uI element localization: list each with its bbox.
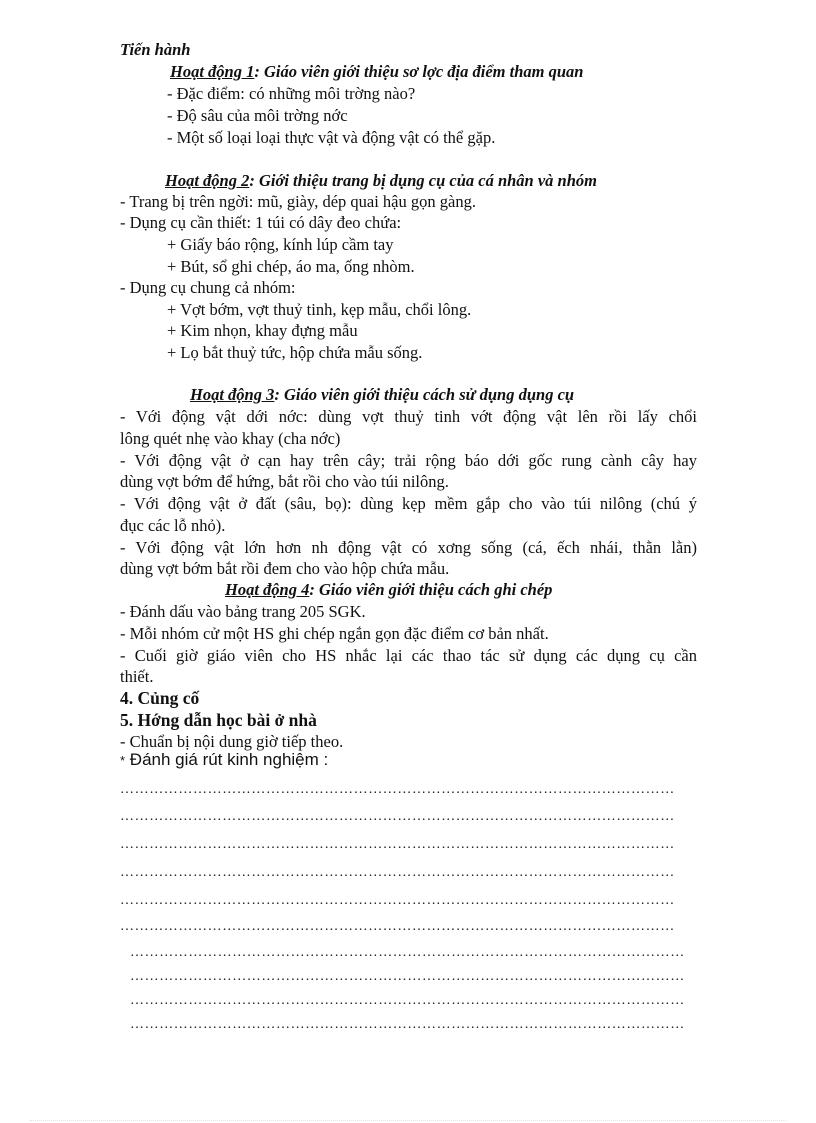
activity1-label: Hoạt động 1 (170, 62, 255, 81)
activity4-label: Hoạt động 4 (225, 580, 310, 599)
activity2-line: - Dụng cụ cần thiết: 1 túi có dây đeo chứa: (120, 213, 402, 232)
section5-line: - Chuẩn bị nội dung giờ tiếp theo. (120, 732, 344, 751)
activity4-title: : Giáo viên giới thiệu cách ghi chép (309, 580, 553, 599)
activity4-line: - Mỗi nhóm cử một HS ghi chép ngắn gọn đặc điểm cơ bản nhất. (120, 624, 549, 643)
activity2-line: + Kim nhọn, khay đựng mẫu (167, 321, 358, 340)
dotted-line: …………………………………………………………………………………………………… (130, 993, 685, 1008)
dotted-line: …………………………………………………………………………………………………… (120, 809, 675, 824)
activity2-label: Hoạt động 2 (165, 171, 250, 190)
dotted-line: …………………………………………………………………………………………………… (130, 969, 685, 984)
activity2-line: - Trang bị trên ngời: mũ, giày, dép quai hậu gọn gàng. (120, 192, 476, 211)
activity4-line: thiết. (120, 667, 154, 686)
activity1-item: - Một số loại loại thực vật và động vật có thể gặp. (167, 128, 496, 147)
section5-title: 5. Hớng dẫn học bài ở nhà (120, 710, 317, 730)
activity3-heading (190, 385, 574, 405)
section-heading: Tiến hành (120, 40, 191, 59)
dotted-line: …………………………………………………………………………………………………… (120, 919, 675, 934)
dotted-line: …………………………………………………………………………………………………… (120, 837, 675, 852)
activity2-line: + Bút, sổ ghi chép, áo ma, ống nhòm. (167, 257, 415, 276)
activity3-label: Hoạt động 3 (190, 385, 275, 404)
evaluation-bullet: * (120, 753, 126, 768)
activity4-heading (225, 580, 552, 600)
activity3-line: đục các lỗ nhỏ). (120, 516, 226, 535)
dotted-line: …………………………………………………………………………………………………… (130, 1017, 685, 1032)
activity1-item: - Đặc điểm: có những môi trờng nào? (167, 84, 416, 103)
activity3-line: lông quét nhẹ vào khay (cha nớc) (120, 429, 341, 448)
activity1-title: : Giáo viên giới thiệu sơ lợc địa điểm tham quan (254, 62, 584, 81)
activity2-line: + Lọ bắt thuỷ tức, hộp chứa mẫu sống. (167, 343, 423, 362)
evaluation-heading (120, 750, 328, 771)
activity1-item: - Độ sâu của môi trờng nớc (167, 106, 348, 125)
activity3-line: - Với động vật ở đất (sâu, bọ): dùng kẹp mềm gắp cho vào túi nilông (chú ý (120, 494, 697, 513)
activity3-line: - Với động vật dới nớc: dùng vợt thuỷ tinh vớt động vật lên rồi lấy chổi (120, 407, 697, 426)
dotted-line: …………………………………………………………………………………………………… (120, 893, 675, 908)
page-bottom-border (30, 1120, 786, 1121)
activity2-heading (165, 171, 597, 191)
activity3-line: - Với động vật ở cạn hay trên cây; trải rộng báo dới gốc rung cành cây hay (120, 451, 697, 470)
evaluation-title: Đánh giá rút kinh nghiệm : (129, 750, 329, 769)
activity1-heading (170, 62, 583, 82)
activity2-title: : Giới thiệu trang bị dụng cụ của cá nhân và nhóm (249, 171, 597, 190)
dotted-line: …………………………………………………………………………………………………… (120, 865, 675, 880)
activity4-line: - Đánh dấu vào bảng trang 205 SGK. (120, 602, 366, 621)
activity4-line: - Cuối giờ giáo viên cho HS nhắc lại các thao tác sử dụng các dụng cụ cần (120, 646, 697, 665)
activity2-line: + Giấy báo rộng, kính lúp cầm tay (167, 235, 394, 254)
activity3-line: dùng vợt bớm bắt rồi đem cho vào hộp chứa mẫu. (120, 559, 450, 578)
activity2-line: + Vợt bớm, vợt thuỷ tinh, kẹp mẫu, chổi lông. (167, 300, 472, 319)
activity3-line: - Với động vật lớn hơn nh động vật có xơng sống (cá, ếch nhái, thằn lằn) (120, 538, 697, 557)
dotted-line: …………………………………………………………………………………………………… (120, 782, 675, 797)
activity2-line: - Dụng cụ chung cả nhóm: (120, 278, 296, 297)
section4-title: 4. Củng cố (120, 688, 200, 708)
dotted-line: …………………………………………………………………………………………………… (130, 945, 685, 960)
activity3-line: dùng vợt bớm để hứng, bắt rồi cho vào túi nilông. (120, 472, 449, 491)
activity3-title: : Giáo viên giới thiệu cách sử dụng dụng cụ (274, 385, 575, 404)
